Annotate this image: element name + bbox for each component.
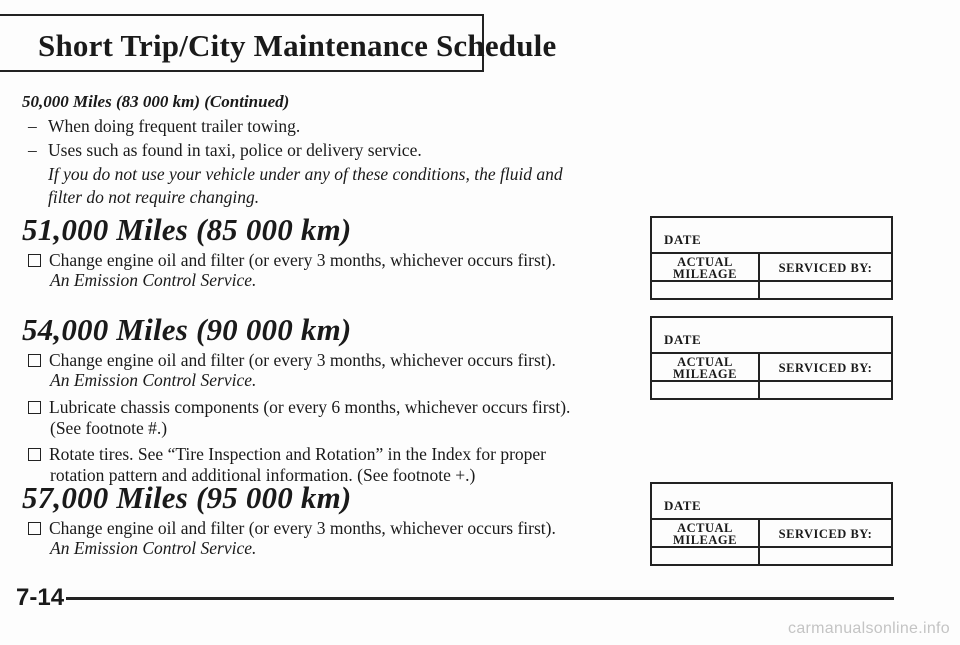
check-item-continuation: rotation pattern and additional information. (See footnote +.) bbox=[50, 465, 476, 485]
checkbox-icon[interactable] bbox=[28, 354, 41, 367]
check-item-continuation: (See footnote #.) bbox=[50, 418, 168, 438]
dash-item bbox=[28, 116, 300, 137]
check-item-text: Lubricate chassis components (or every 6 months, whichever occurs first). bbox=[49, 397, 571, 417]
actual-mileage-field[interactable] bbox=[652, 382, 760, 398]
checkbox-icon[interactable] bbox=[28, 254, 41, 267]
title-box bbox=[0, 14, 557, 72]
dash-marker: – bbox=[28, 116, 37, 136]
service-record-box-54000 bbox=[650, 316, 893, 400]
check-item bbox=[28, 516, 556, 540]
check-item-text: Change engine oil and filter (or every 3 months, whichever occurs first). bbox=[49, 350, 556, 370]
note-line: If you do not use your vehicle under any of these conditions, the fluid and bbox=[48, 164, 563, 184]
check-item bbox=[28, 348, 556, 372]
emission-note: An Emission Control Service. bbox=[50, 538, 257, 558]
check-item bbox=[28, 395, 570, 419]
date-field[interactable] bbox=[652, 484, 891, 520]
check-item-text: Change engine oil and filter (or every 3 months, whichever occurs first). bbox=[49, 518, 556, 538]
section-heading-57000: 57,000 Miles (95 000 km) bbox=[22, 480, 352, 515]
page-number: 7-14 bbox=[16, 584, 65, 611]
date-label: DATE bbox=[664, 332, 702, 347]
date-field[interactable] bbox=[652, 218, 891, 254]
serviced-by-field[interactable] bbox=[760, 382, 891, 398]
check-item-text: Change engine oil and filter (or every 3 months, whichever occurs first). bbox=[49, 250, 556, 270]
date-field[interactable] bbox=[652, 318, 891, 354]
emission-note: An Emission Control Service. bbox=[50, 270, 257, 290]
checkbox-icon[interactable] bbox=[28, 448, 41, 461]
serviced-by-header: SERVICED BY: bbox=[760, 354, 891, 382]
actual-label: ACTUAL bbox=[677, 521, 733, 535]
note-line: filter do not require changing. bbox=[48, 187, 260, 207]
page-title: Short Trip/City Maintenance Schedule bbox=[38, 28, 557, 63]
continued-heading: 50,000 Miles (83 000 km) (Continued) bbox=[22, 92, 290, 111]
date-label: DATE bbox=[664, 232, 702, 247]
serviced-by-field[interactable] bbox=[760, 548, 891, 564]
checkbox-icon[interactable] bbox=[28, 401, 41, 414]
serviced-by-header: SERVICED BY: bbox=[760, 254, 891, 282]
dash-item bbox=[28, 140, 422, 161]
section-heading-54000: 54,000 Miles (90 000 km) bbox=[22, 312, 352, 347]
actual-label: ACTUAL bbox=[677, 355, 733, 369]
actual-mileage-header bbox=[652, 520, 760, 548]
service-record-box-57000 bbox=[650, 482, 893, 566]
mileage-label: MILEAGE bbox=[673, 267, 737, 281]
actual-mileage-field[interactable] bbox=[652, 282, 760, 298]
serviced-by-field[interactable] bbox=[760, 282, 891, 298]
actual-mileage-field[interactable] bbox=[652, 548, 760, 564]
mileage-label: MILEAGE bbox=[673, 533, 737, 547]
footer-rule bbox=[66, 597, 894, 600]
dash-marker: – bbox=[28, 140, 37, 160]
service-record-box-51000 bbox=[650, 216, 893, 300]
checkbox-icon[interactable] bbox=[28, 522, 41, 535]
check-item bbox=[28, 248, 556, 272]
site-watermark: carmanualsonline.info bbox=[788, 620, 950, 637]
check-item-text: Rotate tires. See “Tire Inspection and Rotation” in the Index for proper bbox=[49, 444, 546, 464]
date-label: DATE bbox=[664, 498, 702, 513]
emission-note: An Emission Control Service. bbox=[50, 370, 257, 390]
mileage-label: MILEAGE bbox=[673, 367, 737, 381]
section-heading-51000: 51,000 Miles (85 000 km) bbox=[22, 212, 352, 247]
dash-item-text: Uses such as found in taxi, police or delivery service. bbox=[48, 140, 422, 160]
actual-mileage-header bbox=[652, 254, 760, 282]
check-item bbox=[28, 442, 546, 466]
actual-mileage-header bbox=[652, 354, 760, 382]
serviced-by-header: SERVICED BY: bbox=[760, 520, 891, 548]
dash-item-text: When doing frequent trailer towing. bbox=[48, 116, 301, 136]
actual-label: ACTUAL bbox=[677, 255, 733, 269]
